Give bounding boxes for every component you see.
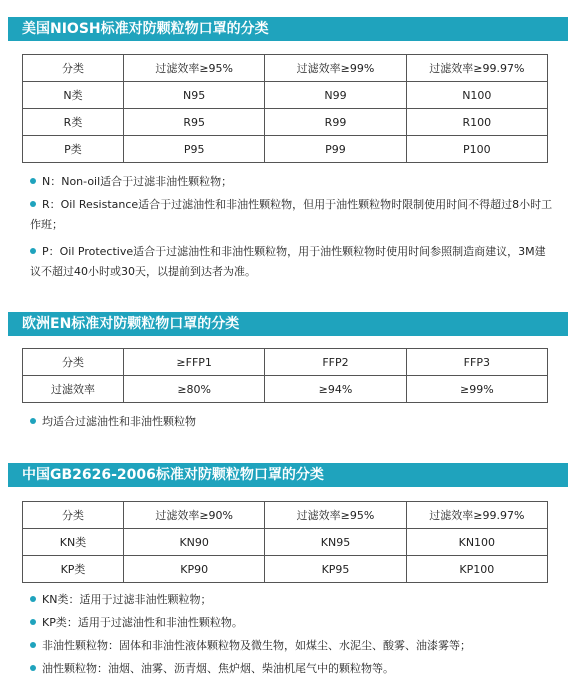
table-cell: P100 — [406, 136, 547, 163]
table-cell: N100 — [406, 82, 547, 109]
bullet-icon — [30, 619, 36, 625]
table-cell: R95 — [124, 109, 265, 136]
niosh-section-title: 美国NIOSH标准对防颗粒物口罩的分类 — [8, 17, 568, 41]
niosh-note-p — [30, 242, 555, 282]
en-note — [30, 412, 555, 432]
table-cell: N99 — [265, 82, 406, 109]
gb-note-kp — [30, 613, 555, 633]
note-text: KN类：适用于过滤非油性颗粒物； — [42, 593, 212, 606]
table-cell: KP90 — [124, 556, 265, 583]
table-row — [23, 376, 548, 403]
table-cell: KP100 — [406, 556, 547, 583]
table-header-cell: 过滤效率≥95% — [124, 55, 265, 82]
table-cell: KP类 — [23, 556, 124, 583]
table-cell: KN类 — [23, 529, 124, 556]
bullet-icon — [30, 596, 36, 602]
table-cell: R类 — [23, 109, 124, 136]
gb-note-kn — [30, 590, 555, 610]
note-text: P：Oil Protective适合于过滤油性和非油性颗粒物，用于油性颗粒物时使用时间参照制造商建议，3M建议不超过40小时或30天，以提前到达者为准。 — [30, 245, 546, 278]
table-row — [23, 55, 548, 82]
table-row — [23, 82, 548, 109]
table-header-cell: 过滤效率≥99% — [265, 55, 406, 82]
table-row — [23, 529, 548, 556]
table-cell: KN95 — [265, 529, 406, 556]
gb-section-title: 中国GB2626-2006标准对防颗粒物口罩的分类 — [8, 463, 568, 487]
en-table — [22, 348, 548, 403]
table-header-cell: 分类 — [23, 502, 124, 529]
bullet-icon — [30, 665, 36, 671]
table-header-cell: 分类 — [23, 55, 124, 82]
bullet-icon — [30, 642, 36, 648]
table-cell: ≥80% — [124, 376, 265, 403]
gb-table — [22, 501, 548, 583]
table-header-cell: 过滤效率≥95% — [265, 502, 406, 529]
niosh-note-n — [30, 172, 555, 192]
niosh-note-r — [30, 195, 555, 235]
note-text: 非油性颗粒物：固体和非油性液体颗粒物及微生物，如煤尘、水泥尘、酸雾、油漆雾等； — [42, 639, 471, 652]
table-header-cell: ≥FFP1 — [124, 349, 265, 376]
table-header-cell: 过滤效率≥99.97% — [406, 55, 547, 82]
table-row — [23, 502, 548, 529]
note-text: 均适合过滤油性和非油性颗粒物 — [42, 415, 196, 428]
table-row — [23, 556, 548, 583]
table-header-cell: FFP3 — [406, 349, 547, 376]
table-cell: P类 — [23, 136, 124, 163]
table-cell: ≥94% — [265, 376, 406, 403]
en-section-title: 欧洲EN标准对防颗粒物口罩的分类 — [8, 312, 568, 336]
table-cell: KN100 — [406, 529, 547, 556]
table-header-cell: 过滤效率≥90% — [124, 502, 265, 529]
gb-note-non-oil — [30, 636, 555, 656]
table-cell: N类 — [23, 82, 124, 109]
note-text: R：Oil Resistance适合于过滤油性和非油性颗粒物，但用于油性颗粒物时限制使用时间不得超过8小时工作班； — [30, 198, 553, 231]
table-cell: R100 — [406, 109, 547, 136]
table-cell: ≥99% — [406, 376, 547, 403]
bullet-icon — [30, 248, 36, 254]
gb-note-oil — [30, 659, 555, 679]
table-cell: N95 — [124, 82, 265, 109]
bullet-icon — [30, 201, 36, 207]
table-header-cell: 过滤效率≥99.97% — [406, 502, 547, 529]
niosh-table — [22, 54, 548, 163]
table-header-cell: FFP2 — [265, 349, 406, 376]
table-cell: KP95 — [265, 556, 406, 583]
table-cell: KN90 — [124, 529, 265, 556]
note-text: N：Non-oil适合于过滤非油性颗粒物； — [42, 175, 233, 188]
table-row — [23, 109, 548, 136]
bullet-icon — [30, 418, 36, 424]
table-row — [23, 136, 548, 163]
bullet-icon — [30, 178, 36, 184]
table-row — [23, 349, 548, 376]
table-cell: P99 — [265, 136, 406, 163]
table-cell: 过滤效率 — [23, 376, 124, 403]
table-header-cell: 分类 — [23, 349, 124, 376]
table-cell: P95 — [124, 136, 265, 163]
table-cell: R99 — [265, 109, 406, 136]
note-text: KP类：适用于过滤油性和非油性颗粒物。 — [42, 616, 243, 629]
note-text: 油性颗粒物：油烟、油雾、沥青烟、焦炉烟、柴油机尾气中的颗粒物等。 — [42, 662, 394, 675]
